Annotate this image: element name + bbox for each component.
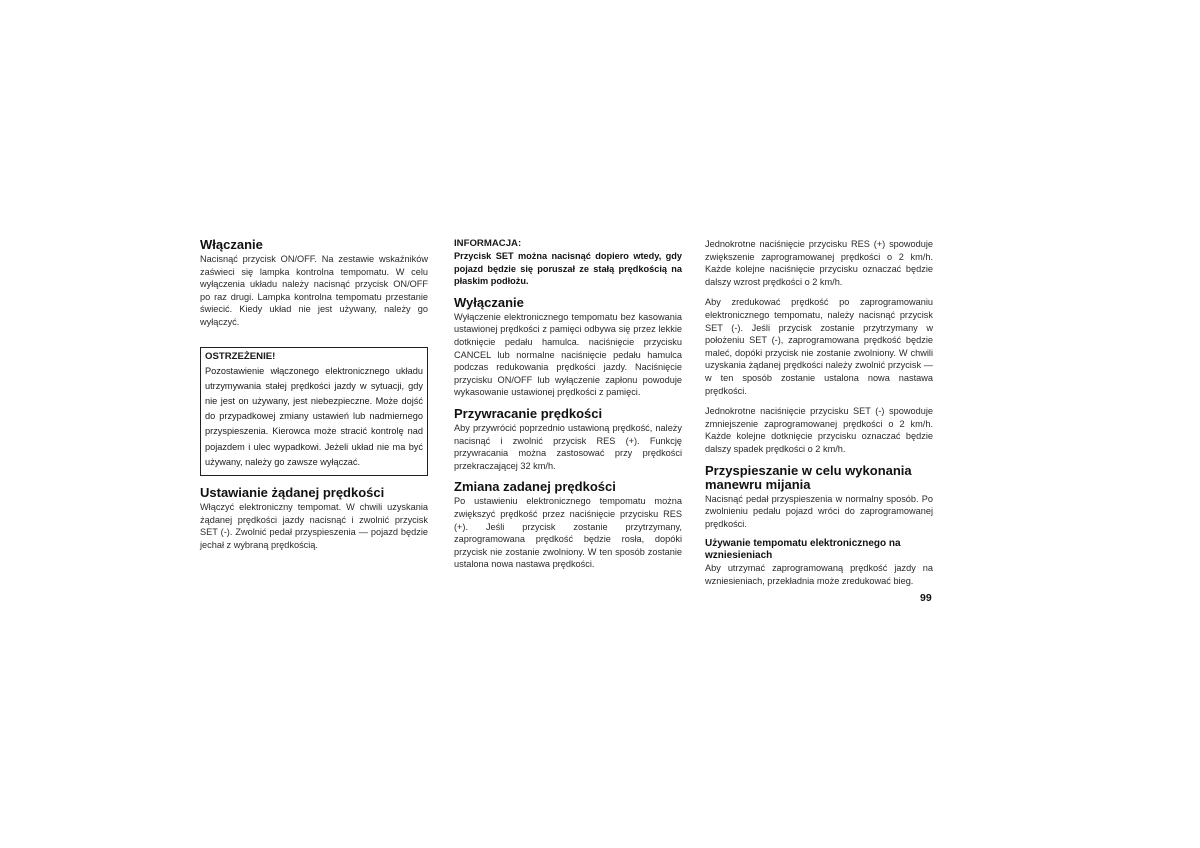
info-note xyxy=(454,238,682,288)
paragraph-mijanie: Nacisnąć pedał przyspieszenia w normalny sposób. Po zwolnieniu pedału pojazd wróci do zaprogramowanej prędkości. xyxy=(705,493,933,529)
paragraph-wlaczanie: Nacisnąć przycisk ON/OFF. Na zestawie wskaźników zaświeci się lampka kontrolna tempomatu. W celu wyłączenia układu należy nacisnąć przycisk ON/OFF po raz drugi. Lampka kontrolna tempomatu przestanie świecić. Kiedy układ nie jest używany, należy go wyłączyć. xyxy=(200,254,428,327)
paragraph-reduce: Aby zredukować prędkość po zaprogramowaniu elektronicznego tempomatu, należy nacisnąć przycisk SET (-). Jeśli przycisk zostanie przytrzymany w położeniu SET (-), zaprogramowana prędkość będzie maleć, dopóki przycisk nie zostanie zwolniony. W chwili uzyskania żądanej prędkości należy zwolnić przycisk — w ten sposób zostanie ustalona nowa nastawa prędkości. xyxy=(705,297,933,396)
paragraph-zmiana: Po ustawieniu elektronicznego tempomatu można zwiększyć prędkość przez naciśnięcie przycisku RES (+). Jeśli przycisk zostanie przytrzymany, zaprogramowana prędkość będzie rosła, dopóki przycisk nie zostanie zwolniony. W ten sposób zostanie ustalona nowa nastawa prędkości. xyxy=(454,496,682,570)
heading-mijanie: Przyspieszanie w celu wykonania manewru mijania xyxy=(705,462,912,492)
column-right xyxy=(705,238,933,587)
heading-przywracanie: Przywracanie prędkości xyxy=(454,405,603,421)
page-number: 99 xyxy=(920,592,932,604)
paragraph-ustawianie: Włączyć elektroniczny tempomat. W chwili uzyskania żądanej prędkości jazdy nacisnąć i zwolnić przycisk SET (-). Zwolnić pedał przyspieszenia — pojazd będzie jechał z wybraną prędkością. xyxy=(200,501,428,550)
paragraph-res-increment: Jednokrotne naciśnięcie przycisku RES (+) spowoduje zwiększenie zaprogramowanej prędkości o 2 km/h. Każde kolejne naciśnięcie przycisku oznaczać będzie dalszy wzrost prędkości o 2 km/h. xyxy=(705,239,933,287)
heading-wylaczanie: Wyłączanie xyxy=(454,294,524,310)
column-middle xyxy=(454,238,682,571)
paragraph-wylaczanie: Wyłączenie elektronicznego tempomatu bez kasowania ustawionej prędkości z pamięci odbywa się przez lekkie dotknięcie pedału hamulca. naciśnięcie przycisku CANCEL lub normalne naciśnięcie pedału hamulca podczas redukowania prędkości jazdy. Naciśnięcie przycisku ON/OFF lub wyłączenie zapłonu powoduje wykasowanie ustawionej prędkości z pamięci. xyxy=(454,311,682,398)
paragraph-przywracanie: Aby przywrócić poprzednio ustawioną prędkość, należy nacisnąć i zwolnić przycisk RES (+). Funkcję przywracania można zastosować przy prędkości przekraczającej 32 km/h. xyxy=(454,422,682,471)
paragraph-wzniesienia: Aby utrzymać zaprogramowaną prędkość jazdy na wzniesieniach, przekładnia może zredukować bieg. xyxy=(705,563,933,586)
heading-wlaczanie: Włączanie xyxy=(200,237,263,252)
warning-text: Pozostawienie włączonego elektronicznego układu utrzymywania stałej prędkości jazdy w sytuacji, gdy nie jest on używany, jest niebezpieczne. Może dojść do przypadkowej zmiany ustawień lub nadmiernego przyspieszenia. Kierowca może stracić kontrolę nad pojazdem i ulec wypadkowi. Jeżeli układ nie ma być używany, należy go zawsze wyłączać. xyxy=(205,365,423,467)
paragraph-set-decrement: Jednokrotne naciśnięcie przycisku SET (-) spowoduje zmniejszenie zaprogramowanej prędkości o 2 km/h. Każde kolejne dotknięcie przycisku oznaczać będzie dalszy spadek prędkości o 2 km/h. xyxy=(705,406,933,454)
heading-zmiana: Zmiana zadanej prędkości xyxy=(454,479,616,495)
warning-box xyxy=(200,347,428,476)
info-text: Przycisk SET można nacisnąć dopiero wtedy, gdy pojazd będzie się poruszał ze stałą prędkością na płaskim podłożu. xyxy=(454,251,682,287)
warning-title: OSTRZEŻENIE! xyxy=(205,350,276,362)
info-title: INFORMACJA: xyxy=(454,238,522,249)
heading-wzniesienia: Używanie tempomatu elektronicznego na wzniesieniach xyxy=(705,538,901,562)
column-left xyxy=(200,238,428,551)
heading-ustawianie: Ustawianie żądanej prędkości xyxy=(200,484,385,500)
